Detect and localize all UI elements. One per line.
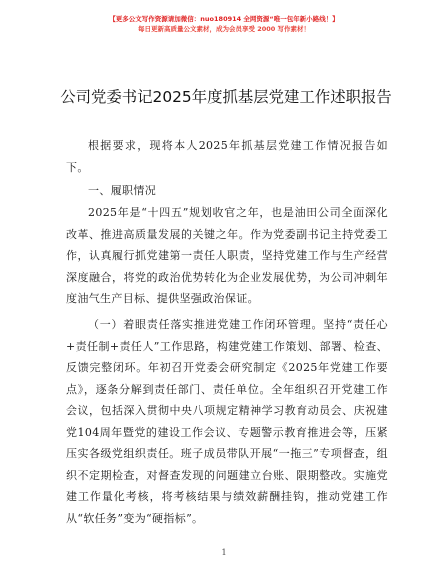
document-title: 公司党委书记2025年度抓基层党建工作述职报告 <box>60 88 392 106</box>
intro-paragraph: 根据要求，现将本人2025年抓基层党建工作情况报告如下。 <box>66 139 388 174</box>
page-number: 1 <box>221 548 227 557</box>
promo-banner-line-1: 【更多公文写作资源请加微信：nuo180914 全网资源“唯一包年新小路线！】 <box>109 15 339 23</box>
promo-banner-line-2: 每日更新高质量公文素材，成为会员享受 2000 写作素材！ <box>137 25 311 33</box>
body-paragraph-2: （一）着眼责任落实推进党建工作闭环管理。坚持“责任心+责任制+责任人”工作思路，构建党建工作策划、部署、检查、反馈完整闭环。年初召开党委会研究制定《2025年党建工作要点》，逐条分解到责任部门、责任单位。全年组织召开党建工作会议，包括深入贯彻中央八项规定精神学习教育动员会、庆祝建党104周年暨党的建设工作会议、专题警示教育推进会等，压紧压实各级党组织责任。班子成员带队开展“一拖三”专项督查，组织不定期检查，对督查发现的问题建立台账、限期整改。实施党建工作量化考核，将考核结果与绩效薪酬挂钩，推动党建工作从“软任务”变为“硬指标”。 <box>66 318 388 525</box>
section-heading: 一、履职情况 <box>88 184 157 197</box>
body-paragraph-1: 2025年是“十四五”规划收官之年，也是油田公司全面深化改革、推进高质量发展的关键之年。作为党委副书记主持党委工作，认真履行抓党建第一责任人职责，坚持党建工作与生产经营深度融合，将党的政治优势转化为企业发展优势，为公司冲刺年度油气生产目标、提供坚强政治保证。 <box>66 206 388 305</box>
